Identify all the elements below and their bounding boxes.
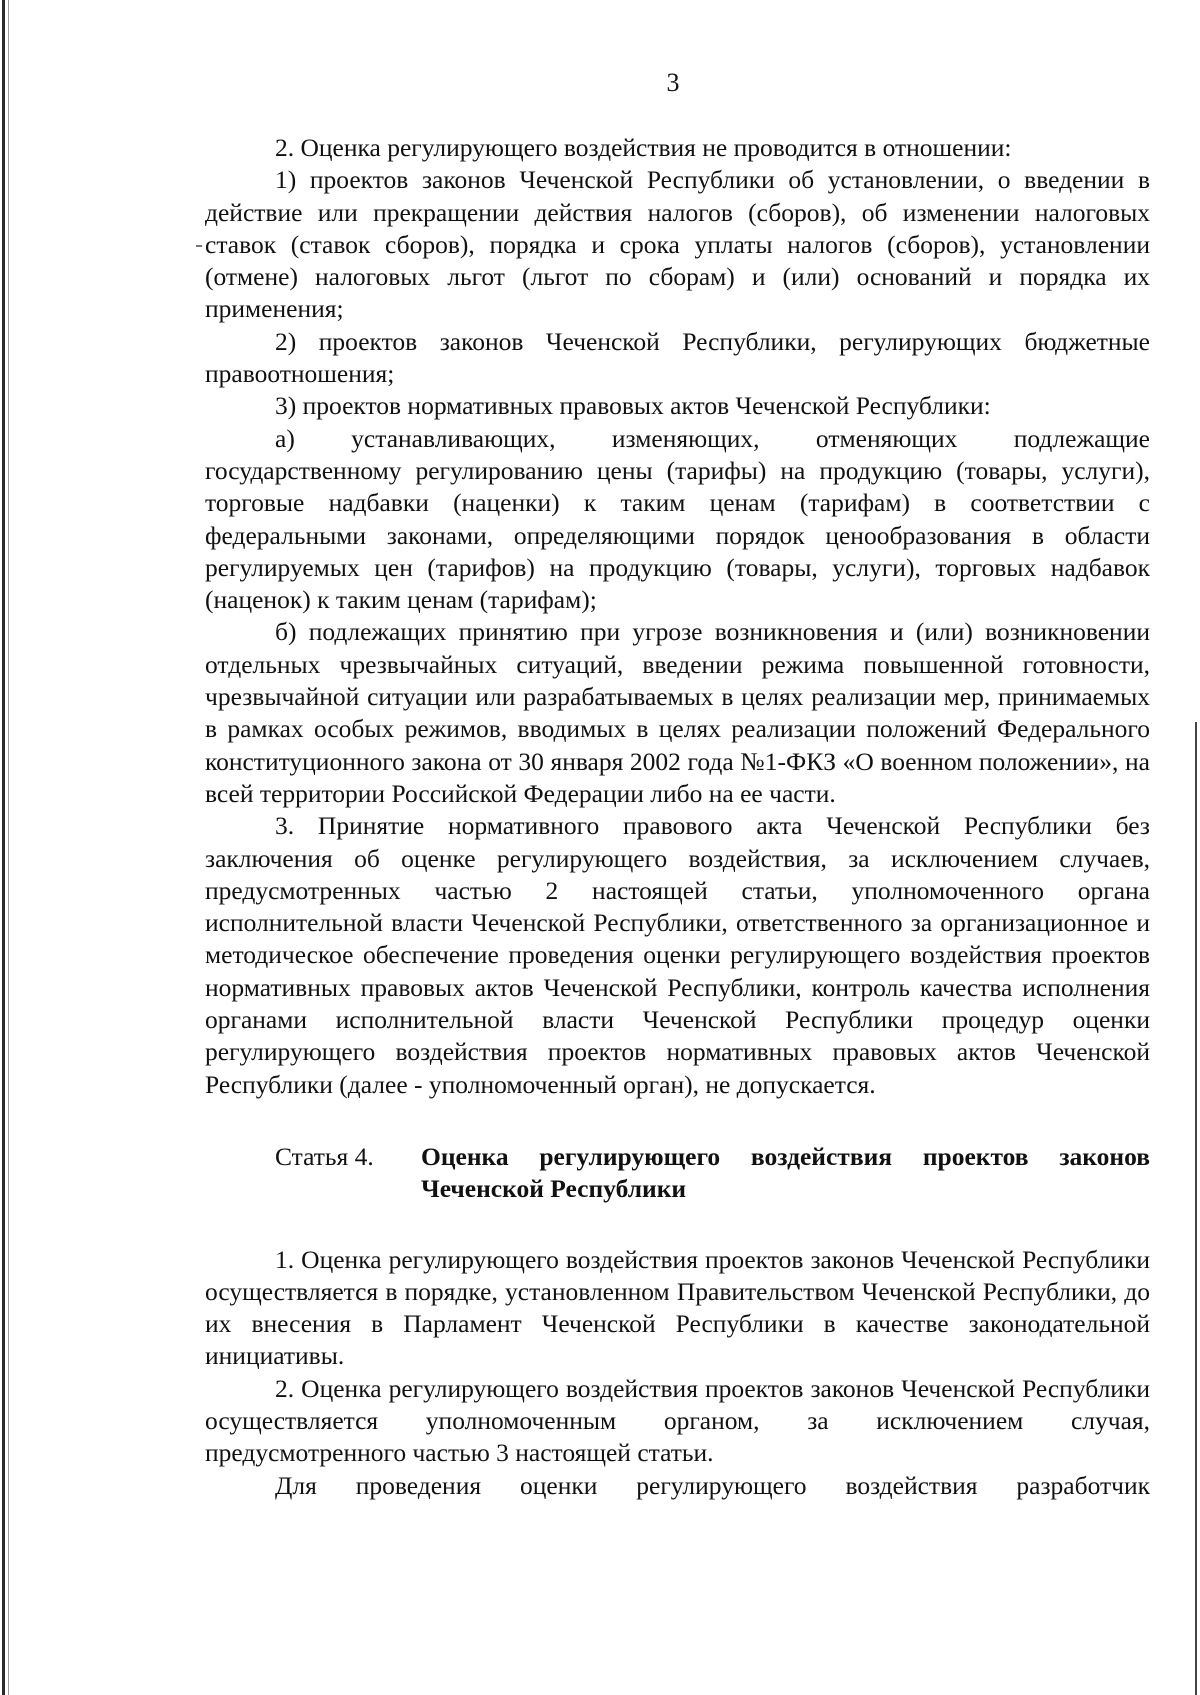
article-paragraph-3: Для проведения оценки регулирующего воздействия разработчик — [275, 1470, 1150, 1500]
article-paragraph-1: 1. Оценка регулирующего воздействия проектов законов Чеченской Республики осуществляется в порядке, установленном Правительством Чеченской Республики, до их внесения в Парламент Чеченской Республики в качестве законодательной инициативы. — [205, 1244, 1150, 1371]
paragraph-item-2: 2) проектов законов Чеченской Республики, регулирующих бюджетные правоотношения; — [205, 326, 1150, 389]
document-body — [205, 132, 1150, 1502]
paragraph-part-3: 3. Принятие нормативного правового акта Чеченской Республики без заключения об оценке регулирующего воздействия, за исключением случаев, предусмотренных частью 2 настоящей статьи, уполномоченного органа исполнительной власти Чеченской Республики, ответственного за организационное и методическое обеспечение проведения оценки регулирующего воздействия проектов нормативных правовых актов Чеченской Республики, контроль качества исполнения органами исполнительной власти Чеченской Республики процедур оценки регулирующего воздействия проектов нормативных правовых актов Чеченской Республики (далее - уполномоченный орган), не допускается. — [205, 811, 1150, 1099]
page-number: 3 — [666, 68, 680, 97]
paragraph-item-3: 3) проектов нормативных правовых актов Чеченской Республики: — [275, 391, 991, 421]
scan-border-left-inner — [8, 0, 9, 1695]
paragraph-subitem-a: а) устанавливающих, изменяющих, отменяющих подлежащие государственному регулированию цены (тарифы) на продукцию (товары, услуги), торговые надбавки (наценки) к таким ценам (тарифам) в соответствии с федеральными законами, определяющими порядок ценообразования в области регулируемых цен (тарифов) на продукцию (товары, услуги), торговых надбавок (наценок) к таким ценам (тарифам); — [205, 423, 1150, 615]
paragraph-item-1: 1) проектов законов Чеченской Республики об установлении, о введении в действие или прекращении действия налогов (сборов), об изменении налоговых ставок (ставок сборов), порядка и срока уплаты налогов (сборов), установлении (отмене) налоговых льгот (льгот по сборам) и (или) оснований и порядка их применения; — [205, 165, 1150, 324]
article-heading — [205, 1141, 1150, 1206]
scan-border-right — [1195, 722, 1197, 1695]
scan-border-left — [2, 0, 5, 1695]
scan-stray-mark — [196, 245, 202, 247]
article-title: Оценка регулирующего воздействия проектов законов Чеченской Республики — [421, 1141, 1150, 1204]
paragraph-subitem-b: б) подлежащих принятию при угрозе возникновения и (или) возникновении отдельных чрезвычайных ситуаций, введении режима повышенной готовности, чрезвычайной ситуации или разрабатываемых в целях реализации мер, принимаемых в рамках особых режимов, вводимых в целях реализации положений Федерального конституционного закона от 30 января 2002 года №1-ФКЗ «О военном положении», на всей территории Российской Федерации либо на ее части. — [205, 617, 1150, 808]
article-label: Статья 4. — [275, 1141, 374, 1171]
article-paragraph-2: 2. Оценка регулирующего воздействия проектов законов Чеченской Республики осуществляется уполномоченным органом, за исключением случая, предусмотренного частью 3 настоящей статьи. — [205, 1373, 1150, 1468]
paragraph-part-2: 2. Оценка регулирующего воздействия не проводится в отношении: — [275, 133, 1012, 162]
